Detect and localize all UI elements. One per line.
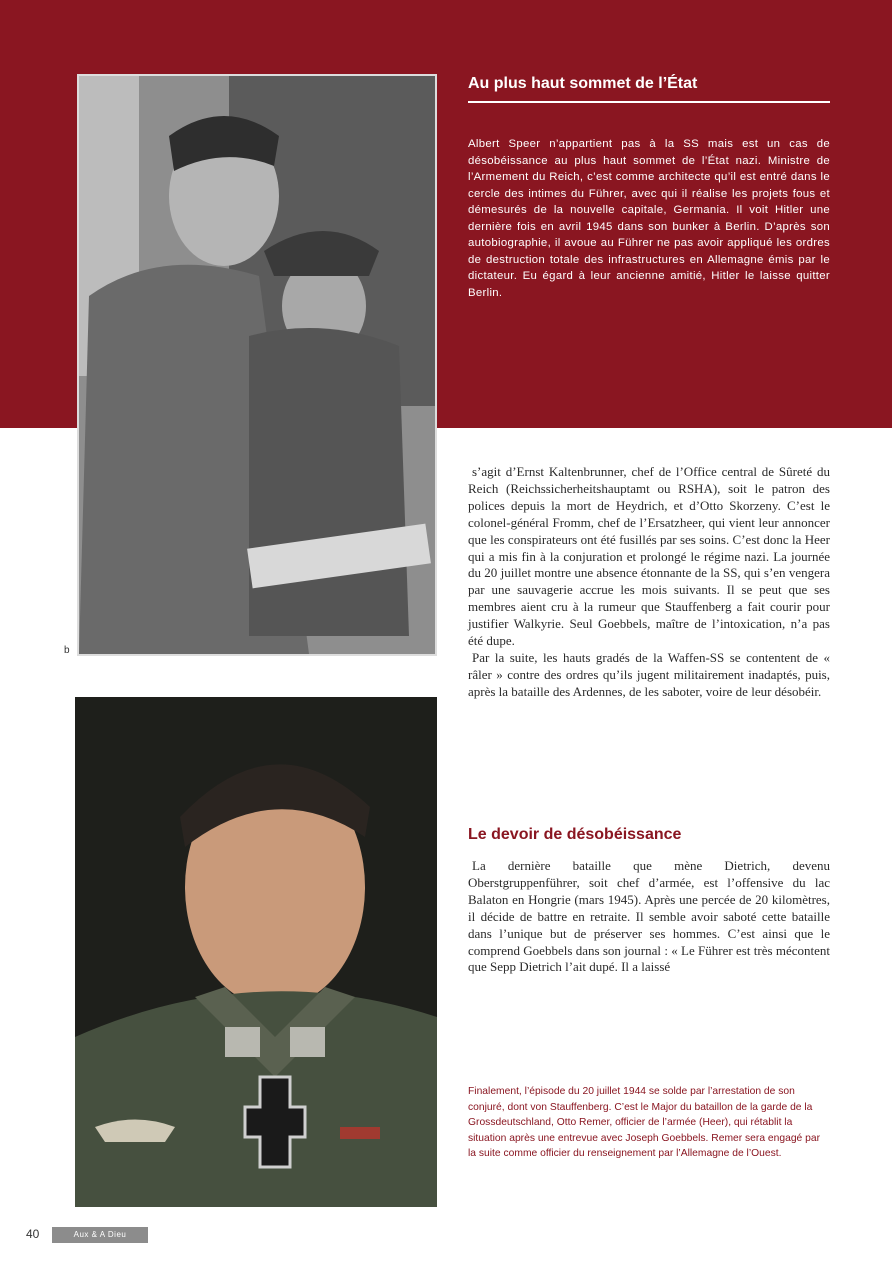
- stray-mark: b: [64, 645, 70, 656]
- sidebar-title: Au plus haut sommet de l’État: [468, 75, 830, 103]
- photo-sepp-dietrich: [75, 697, 437, 1207]
- article-paragraph: s’agit d’Ernst Kaltenbrunner, chef de l’Office central de Sûreté du Reich (Reichssicherheitshauptamt ou RSHA), soit le patron des polices depuis la mort de Heydrich, et d’Otto Skorzeny. C’est le colonel-général Fromm, chef de l’Ersatzheer, qui vient leur annoncer que les conspirateurs ont été fusillés par ses soins. C’est donc la Heer qui a mis fin à la conjuration et prolongé le régime nazi. La journée du 20 juillet montre une absence étonnante de la SS, qui s’en vengera par une sauvagerie accrue les mois suivants. Il se peut que ses membres aient cru à la rumeur que Stauffenberg a fait courir pour justifier Walkyrie. Seul Goebbels, maître de l’intoxication, n’a pas été dupe.: [468, 464, 830, 649]
- photo-caption: Finalement, l’épisode du 20 juillet 1944 se solde par l’arrestation de son conjuré, dont von Stauffenberg. C’est le Major du bataillon de la garde de la Grossdeutschland, Otto Remer, officier de l’armée (Heer), qui rétablit la situation après une entrevue avec Joseph Goebbels. Remer sera engagé par la suite comme officier du renseignement par l’Allemagne de l’Ouest.: [468, 1086, 821, 1159]
- page-number: 40: [26, 1227, 40, 1241]
- section-heading: Le devoir de désobéissance: [468, 826, 682, 843]
- article-part2: [468, 858, 830, 976]
- sidebar-body: Albert Speer n’appartient pas à la SS mais est un cas de désobéissance au plus haut sommet de l’État nazi. Ministre de l’Armement du Reich, c’est comme architecte qu’il est entré dans le cercle des intimes du Führer, avec qui il réalise les projets fous et démesurés de la nouvelle capitale, Germania. Il voit Hitler une dernière fois en avril 1945 dans son bunker à Berlin. D’après son autobiographie, il avoue au Führer ne pas avoir appliqué les ordres de destruction totale des infrastructures en Allemagne émis par le dictateur. Eu égard à leur ancienne amitié, Hitler le laisse quitter Berlin.: [468, 138, 830, 299]
- folio-label: Aux & A Dieu: [52, 1227, 148, 1243]
- photo-speer-hitler: [77, 74, 437, 656]
- article-paragraph: Par la suite, les hauts gradés de la Waffen-SS se contentent de « râler » contre des ordres qu’ils jugent militairement inadaptés, puis, après la bataille des Ardennes, de les saboter, voire de leur désobéir.: [468, 649, 830, 699]
- article-paragraph: La dernière bataille que mène Dietrich, devenu Oberstgruppenführer, soit chef d’armée, est l’offensive du lac Balaton en Hongrie (mars 1945). Après une percée de 20 kilomètres, il décide de battre en retraite. Il semble avoir saboté cette bataille dans l’unique but de préserver ses hommes. C’est ainsi que le comprend Goebbels dans son journal : « Le Führer est très mécontent que Sepp Dietrich l’ait dupé. Il a laissé: [468, 858, 830, 975]
- article-part1: [468, 464, 830, 701]
